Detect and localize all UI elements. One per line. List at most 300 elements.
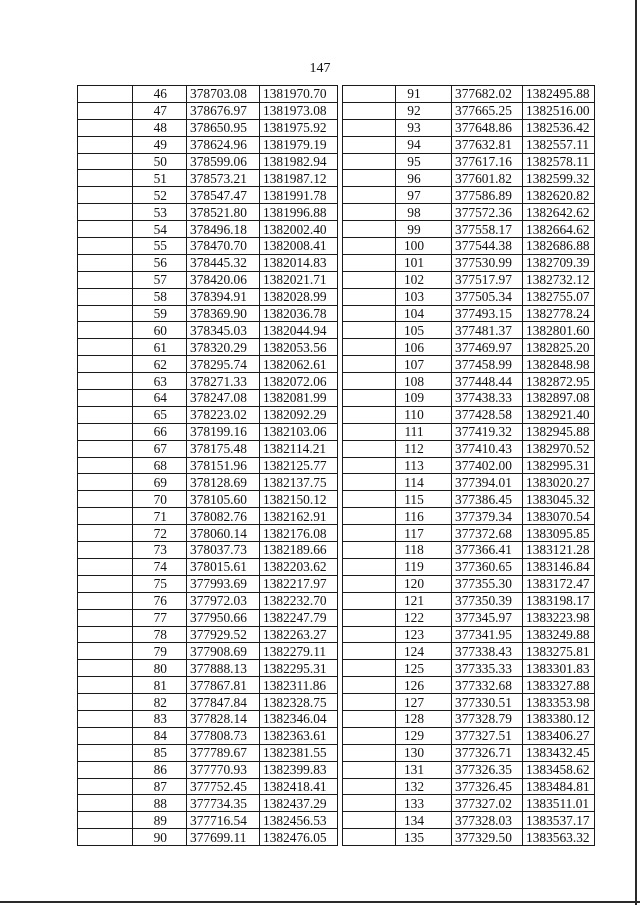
point-number: 118: [396, 542, 452, 559]
blank-cell: [78, 829, 133, 846]
x-coordinate: 377908.69: [187, 643, 260, 660]
table-row: [78, 339, 595, 356]
table-row: [78, 221, 595, 238]
x-coordinate: 377481.37: [452, 322, 523, 339]
blank-cell: [78, 238, 133, 255]
y-coordinate: 1382755.07: [523, 288, 595, 305]
point-number: 107: [396, 356, 452, 373]
point-number: 122: [396, 609, 452, 626]
y-coordinate: 1382295.31: [260, 660, 338, 677]
x-coordinate: 377847.84: [187, 694, 260, 711]
point-number: 135: [396, 829, 452, 846]
point-number: 128: [396, 710, 452, 727]
x-coordinate: 377682.02: [452, 86, 523, 103]
x-coordinate: 377438.33: [452, 390, 523, 407]
point-number: 60: [133, 322, 187, 339]
blank-cell: [343, 221, 396, 238]
y-coordinate: 1382263.27: [260, 626, 338, 643]
x-coordinate: 377360.65: [452, 558, 523, 575]
point-number: 111: [396, 423, 452, 440]
y-coordinate: 1382103.06: [260, 423, 338, 440]
point-number: 93: [396, 119, 452, 136]
y-coordinate: 1382137.75: [260, 474, 338, 491]
x-coordinate: 378320.29: [187, 339, 260, 356]
blank-cell: [343, 440, 396, 457]
x-coordinate: 377716.54: [187, 812, 260, 829]
blank-cell: [343, 558, 396, 575]
x-coordinate: 377648.86: [452, 119, 523, 136]
page-edge-right: [635, 0, 637, 905]
point-number: 121: [396, 592, 452, 609]
point-number: 127: [396, 694, 452, 711]
point-number: 98: [396, 204, 452, 221]
x-coordinate: 378676.97: [187, 102, 260, 119]
x-coordinate: 377328.03: [452, 812, 523, 829]
x-coordinate: 377888.13: [187, 660, 260, 677]
point-number: 53: [133, 204, 187, 221]
point-number: 59: [133, 305, 187, 322]
point-number: 86: [133, 761, 187, 778]
x-coordinate: 377410.43: [452, 440, 523, 457]
y-coordinate: 1382578.11: [523, 153, 595, 170]
table-row: [78, 271, 595, 288]
blank-cell: [78, 373, 133, 390]
y-coordinate: 1382062.61: [260, 356, 338, 373]
x-coordinate: 377493.15: [452, 305, 523, 322]
y-coordinate: 1381991.78: [260, 187, 338, 204]
x-coordinate: 377341.95: [452, 626, 523, 643]
point-number: 83: [133, 710, 187, 727]
point-number: 67: [133, 440, 187, 457]
point-number: 51: [133, 170, 187, 187]
x-coordinate: 377699.11: [187, 829, 260, 846]
table-row: [78, 525, 595, 542]
blank-cell: [343, 727, 396, 744]
blank-cell: [78, 660, 133, 677]
point-number: 101: [396, 254, 452, 271]
blank-cell: [78, 170, 133, 187]
y-coordinate: 1382021.71: [260, 271, 338, 288]
x-coordinate: 377419.32: [452, 423, 523, 440]
blank-cell: [343, 694, 396, 711]
blank-cell: [78, 254, 133, 271]
x-coordinate: 378420.06: [187, 271, 260, 288]
x-coordinate: 377972.03: [187, 592, 260, 609]
point-number: 69: [133, 474, 187, 491]
blank-cell: [343, 187, 396, 204]
blank-cell: [78, 609, 133, 626]
y-coordinate: 1383223.98: [523, 609, 595, 626]
table-row: [78, 288, 595, 305]
blank-cell: [343, 322, 396, 339]
point-number: 133: [396, 795, 452, 812]
y-coordinate: 1383121.28: [523, 542, 595, 559]
x-coordinate: 377355.30: [452, 575, 523, 592]
table-row: [78, 136, 595, 153]
blank-cell: [343, 491, 396, 508]
blank-cell: [343, 136, 396, 153]
point-number: 103: [396, 288, 452, 305]
table-row: [78, 795, 595, 812]
table-row: [78, 322, 595, 339]
x-coordinate: 378082.76: [187, 508, 260, 525]
y-coordinate: 1382363.61: [260, 727, 338, 744]
x-coordinate: 378223.02: [187, 406, 260, 423]
blank-cell: [343, 761, 396, 778]
point-number: 54: [133, 221, 187, 238]
y-coordinate: 1382642.62: [523, 204, 595, 221]
x-coordinate: 377789.67: [187, 744, 260, 761]
x-coordinate: 377402.00: [452, 457, 523, 474]
x-coordinate: 377530.99: [452, 254, 523, 271]
blank-cell: [78, 204, 133, 221]
table-row: [78, 727, 595, 744]
point-number: 132: [396, 778, 452, 795]
y-coordinate: 1382848.98: [523, 356, 595, 373]
y-coordinate: 1382437.29: [260, 795, 338, 812]
x-coordinate: 377448.44: [452, 373, 523, 390]
x-coordinate: 377617.16: [452, 153, 523, 170]
blank-cell: [343, 153, 396, 170]
point-number: 71: [133, 508, 187, 525]
blank-cell: [78, 221, 133, 238]
x-coordinate: 377366.41: [452, 542, 523, 559]
x-coordinate: 377332.68: [452, 677, 523, 694]
point-number: 49: [133, 136, 187, 153]
point-number: 50: [133, 153, 187, 170]
x-coordinate: 377505.34: [452, 288, 523, 305]
blank-cell: [78, 102, 133, 119]
table-row: [78, 305, 595, 322]
y-coordinate: 1382092.29: [260, 406, 338, 423]
page-number: 147: [309, 61, 331, 76]
blank-cell: [78, 86, 133, 103]
point-number: 72: [133, 525, 187, 542]
x-coordinate: 377469.97: [452, 339, 523, 356]
y-coordinate: 1383327.88: [523, 677, 595, 694]
blank-cell: [78, 406, 133, 423]
y-coordinate: 1382328.75: [260, 694, 338, 711]
x-coordinate: 378650.95: [187, 119, 260, 136]
blank-cell: [343, 423, 396, 440]
point-number: 87: [133, 778, 187, 795]
table-row: [78, 86, 595, 103]
point-number: 88: [133, 795, 187, 812]
y-coordinate: 1382476.05: [260, 829, 338, 846]
y-coordinate: 1382081.99: [260, 390, 338, 407]
table-row: [78, 761, 595, 778]
table-row: [78, 423, 595, 440]
blank-cell: [343, 339, 396, 356]
y-coordinate: 1383484.81: [523, 778, 595, 795]
y-coordinate: 1383146.84: [523, 558, 595, 575]
x-coordinate: 377572.36: [452, 204, 523, 221]
point-number: 47: [133, 102, 187, 119]
point-number: 48: [133, 119, 187, 136]
x-coordinate: 378445.32: [187, 254, 260, 271]
point-number: 55: [133, 238, 187, 255]
point-number: 68: [133, 457, 187, 474]
y-coordinate: 1382203.62: [260, 558, 338, 575]
point-number: 124: [396, 643, 452, 660]
blank-cell: [78, 187, 133, 204]
x-coordinate: 378573.21: [187, 170, 260, 187]
point-number: 91: [396, 86, 452, 103]
blank-cell: [78, 525, 133, 542]
x-coordinate: 377586.89: [452, 187, 523, 204]
y-coordinate: 1383432.45: [523, 744, 595, 761]
table-row: [78, 626, 595, 643]
blank-cell: [78, 119, 133, 136]
x-coordinate: 378624.96: [187, 136, 260, 153]
table-row: [78, 254, 595, 271]
table-row: [78, 643, 595, 660]
point-number: 104: [396, 305, 452, 322]
point-number: 85: [133, 744, 187, 761]
y-coordinate: 1381996.88: [260, 204, 338, 221]
coordinates-table-body: [78, 86, 595, 846]
blank-cell: [343, 795, 396, 812]
blank-cell: [78, 322, 133, 339]
y-coordinate: 1383380.12: [523, 710, 595, 727]
table-row: [78, 153, 595, 170]
blank-cell: [78, 136, 133, 153]
y-coordinate: 1382732.12: [523, 271, 595, 288]
y-coordinate: 1382232.70: [260, 592, 338, 609]
blank-cell: [78, 491, 133, 508]
point-number: 52: [133, 187, 187, 204]
x-coordinate: 378271.33: [187, 373, 260, 390]
point-number: 102: [396, 271, 452, 288]
point-number: 62: [133, 356, 187, 373]
x-coordinate: 377752.45: [187, 778, 260, 795]
blank-cell: [343, 542, 396, 559]
y-coordinate: 1382114.21: [260, 440, 338, 457]
blank-cell: [343, 271, 396, 288]
y-coordinate: 1382664.62: [523, 221, 595, 238]
blank-cell: [78, 744, 133, 761]
blank-cell: [78, 288, 133, 305]
y-coordinate: 1382044.94: [260, 322, 338, 339]
blank-cell: [343, 660, 396, 677]
y-coordinate: 1382801.60: [523, 322, 595, 339]
y-coordinate: 1381979.19: [260, 136, 338, 153]
point-number: 80: [133, 660, 187, 677]
point-number: 73: [133, 542, 187, 559]
blank-cell: [78, 575, 133, 592]
blank-cell: [78, 356, 133, 373]
y-coordinate: 1383045.32: [523, 491, 595, 508]
x-coordinate: 377372.68: [452, 525, 523, 542]
blank-cell: [78, 694, 133, 711]
point-number: 74: [133, 558, 187, 575]
point-number: 110: [396, 406, 452, 423]
blank-cell: [343, 102, 396, 119]
blank-cell: [343, 592, 396, 609]
blank-cell: [343, 643, 396, 660]
x-coordinate: 378151.96: [187, 457, 260, 474]
table-row: [78, 660, 595, 677]
table-row: [78, 187, 595, 204]
y-coordinate: 1382247.79: [260, 609, 338, 626]
y-coordinate: 1381970.70: [260, 86, 338, 103]
point-number: 95: [396, 153, 452, 170]
x-coordinate: 377345.97: [452, 609, 523, 626]
y-coordinate: 1383198.17: [523, 592, 595, 609]
blank-cell: [78, 592, 133, 609]
blank-cell: [78, 558, 133, 575]
table-row: [78, 812, 595, 829]
y-coordinate: 1383070.54: [523, 508, 595, 525]
point-number: 108: [396, 373, 452, 390]
point-number: 78: [133, 626, 187, 643]
blank-cell: [343, 356, 396, 373]
blank-cell: [78, 727, 133, 744]
x-coordinate: 377379.34: [452, 508, 523, 525]
blank-cell: [343, 373, 396, 390]
x-coordinate: 377394.01: [452, 474, 523, 491]
point-number: 97: [396, 187, 452, 204]
y-coordinate: 1382825.20: [523, 339, 595, 356]
x-coordinate: 378496.18: [187, 221, 260, 238]
blank-cell: [78, 339, 133, 356]
table-row: [78, 778, 595, 795]
y-coordinate: 1383563.32: [523, 829, 595, 846]
point-number: 46: [133, 86, 187, 103]
x-coordinate: 378128.69: [187, 474, 260, 491]
blank-cell: [343, 238, 396, 255]
x-coordinate: 377326.71: [452, 744, 523, 761]
y-coordinate: 1382036.78: [260, 305, 338, 322]
point-number: 79: [133, 643, 187, 660]
x-coordinate: 377950.66: [187, 609, 260, 626]
blank-cell: [343, 119, 396, 136]
point-number: 63: [133, 373, 187, 390]
x-coordinate: 377544.38: [452, 238, 523, 255]
y-coordinate: 1383275.81: [523, 643, 595, 660]
x-coordinate: 378369.90: [187, 305, 260, 322]
y-coordinate: 1382176.08: [260, 525, 338, 542]
blank-cell: [343, 710, 396, 727]
x-coordinate: 377929.52: [187, 626, 260, 643]
y-coordinate: 1382279.11: [260, 643, 338, 660]
x-coordinate: 378037.73: [187, 542, 260, 559]
x-coordinate: 377327.02: [452, 795, 523, 812]
y-coordinate: 1382599.32: [523, 170, 595, 187]
blank-cell: [343, 575, 396, 592]
blank-cell: [343, 744, 396, 761]
table-row: [78, 390, 595, 407]
blank-cell: [343, 812, 396, 829]
blank-cell: [343, 508, 396, 525]
blank-cell: [78, 457, 133, 474]
point-number: 75: [133, 575, 187, 592]
x-coordinate: 377327.51: [452, 727, 523, 744]
y-coordinate: 1382381.55: [260, 744, 338, 761]
blank-cell: [343, 457, 396, 474]
table-row: [78, 474, 595, 491]
y-coordinate: 1382620.82: [523, 187, 595, 204]
blank-cell: [343, 525, 396, 542]
x-coordinate: 377808.73: [187, 727, 260, 744]
blank-cell: [343, 254, 396, 271]
y-coordinate: 1383406.27: [523, 727, 595, 744]
table-row: [78, 238, 595, 255]
x-coordinate: 378247.08: [187, 390, 260, 407]
blank-cell: [78, 390, 133, 407]
y-coordinate: 1382008.41: [260, 238, 338, 255]
y-coordinate: 1382970.52: [523, 440, 595, 457]
point-number: 112: [396, 440, 452, 457]
blank-cell: [78, 440, 133, 457]
blank-cell: [78, 423, 133, 440]
y-coordinate: 1382346.04: [260, 710, 338, 727]
x-coordinate: 377328.79: [452, 710, 523, 727]
point-number: 113: [396, 457, 452, 474]
y-coordinate: 1382995.31: [523, 457, 595, 474]
table-row: [78, 373, 595, 390]
blank-cell: [343, 829, 396, 846]
point-number: 129: [396, 727, 452, 744]
point-number: 123: [396, 626, 452, 643]
blank-cell: [78, 643, 133, 660]
blank-cell: [343, 204, 396, 221]
point-number: 131: [396, 761, 452, 778]
point-number: 105: [396, 322, 452, 339]
y-coordinate: 1381987.12: [260, 170, 338, 187]
point-number: 106: [396, 339, 452, 356]
x-coordinate: 378547.47: [187, 187, 260, 204]
x-coordinate: 377326.45: [452, 778, 523, 795]
blank-cell: [78, 710, 133, 727]
point-number: 61: [133, 339, 187, 356]
point-number: 76: [133, 592, 187, 609]
x-coordinate: 378599.06: [187, 153, 260, 170]
table-row: [78, 609, 595, 626]
x-coordinate: 378703.08: [187, 86, 260, 103]
y-coordinate: 1382709.39: [523, 254, 595, 271]
x-coordinate: 378060.14: [187, 525, 260, 542]
x-coordinate: 377770.93: [187, 761, 260, 778]
y-coordinate: 1381975.92: [260, 119, 338, 136]
point-number: 77: [133, 609, 187, 626]
x-coordinate: 378394.91: [187, 288, 260, 305]
x-coordinate: 377665.25: [452, 102, 523, 119]
x-coordinate: 377335.33: [452, 660, 523, 677]
table-row: [78, 710, 595, 727]
point-number: 126: [396, 677, 452, 694]
x-coordinate: 378015.61: [187, 558, 260, 575]
point-number: 56: [133, 254, 187, 271]
blank-cell: [343, 406, 396, 423]
point-number: 81: [133, 677, 187, 694]
blank-cell: [343, 609, 396, 626]
table-row: [78, 542, 595, 559]
x-coordinate: 377329.50: [452, 829, 523, 846]
x-coordinate: 377330.51: [452, 694, 523, 711]
blank-cell: [78, 761, 133, 778]
x-coordinate: 378105.60: [187, 491, 260, 508]
y-coordinate: 1381982.94: [260, 153, 338, 170]
y-coordinate: 1382014.83: [260, 254, 338, 271]
y-coordinate: 1383458.62: [523, 761, 595, 778]
table-row: [78, 356, 595, 373]
table-row: [78, 491, 595, 508]
point-number: 115: [396, 491, 452, 508]
point-number: 96: [396, 170, 452, 187]
table-row: [78, 102, 595, 119]
y-coordinate: 1382536.42: [523, 119, 595, 136]
